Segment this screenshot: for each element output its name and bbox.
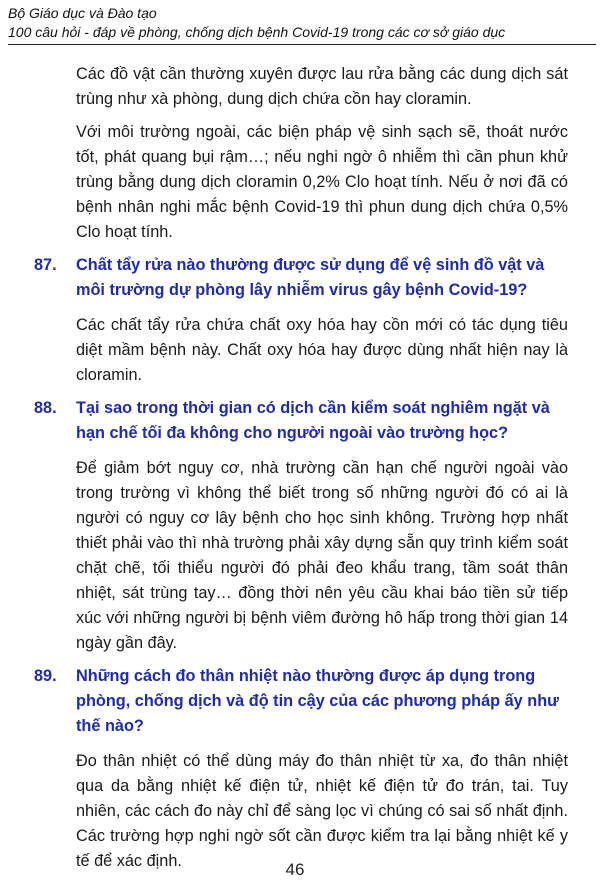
- header-divider: [8, 44, 596, 45]
- page-number: 46: [285, 860, 305, 879]
- question-text: Chất tẩy rửa nào thường được sử dụng để vệ sinh đồ vật và môi trường dự phòng lây nhiễm virus gây bệnh Covid-19?: [76, 256, 545, 299]
- question-87: [34, 253, 572, 303]
- intro-paragraph-1: Các đồ vật cần thường xuyên được lau rửa bằng các dung dịch sát trùng như xà phòng, dung dịch chứa cồn hay cloramin.: [76, 65, 568, 108]
- page-body: [0, 62, 604, 882]
- question-text: Tại sao trong thời gian có dịch cần kiểm soát nghiêm ngặt và hạn chế tối đa không cho người ngoài vào trường học?: [76, 399, 550, 442]
- question-89: [34, 664, 572, 739]
- answer-87: Các chất tẩy rửa chứa chất oxy hóa hay cồn mới có tác dụng tiêu diệt mầm bệnh này. Chất oxy hóa hay được dùng nhất hiện nay là cloramin.: [76, 316, 568, 384]
- question-text: Những cách đo thân nhiệt nào thường được áp dụng trong phòng, chống dịch và độ tin cậy của các phương pháp ấy như thế nào?: [76, 667, 559, 735]
- question-number: 87.: [34, 256, 57, 274]
- header-publisher: Bộ Giáo dục và Đào tạo: [8, 5, 157, 21]
- question-88: [34, 396, 572, 446]
- question-number: 88.: [34, 399, 57, 417]
- answer-89: Đo thân nhiệt có thể dùng máy đo thân nhiệt từ xa, đo thân nhiệt qua da bằng nhiệt kế điện tử, nhiệt kế điện tử đo trán, tai. Tuy nhiên, các cách đo này chỉ để sàng lọc vì chúng có sai số nhất định. Các trường hợp nghi ngờ sốt cần được kiểm tra lại bằng nhiệt kế y tế để xác định.: [76, 752, 568, 870]
- header-document-title: 100 câu hỏi - đáp về phòng, chống dịch bệnh Covid-19 trong các cơ sở giáo dục: [8, 24, 506, 40]
- page-header: [8, 4, 598, 42]
- question-number: 89.: [34, 667, 57, 685]
- intro-paragraph-2: Với môi trường ngoài, các biện pháp vệ sinh sạch sẽ, thoát nước tốt, phát quang bụi rậm…; nếu nghi ngờ ô nhiễm thì cần phun khử trùng bằng dung dịch cloramin 0,2% Clo hoạt tính. Nếu ở nơi đã có bệnh nhân nghi mắc bệnh Covid-19 thì phun dung dịch chứa 0,5% Clo hoạt tính.: [76, 123, 568, 241]
- answer-88: Để giảm bớt nguy cơ, nhà trường cần hạn chế người ngoài vào trong trường vì không thể biết trong số những người đó có ai là người có nguy cơ lây bệnh cho học sinh không. Trường hợp nhất thiết phải vào thì nhà trường phải xây dựng sẵn quy trình kiểm soát chặt chẽ, tối thiểu người đó phải đeo khẩu trang, tầm soát thân nhiệt, sát trùng tay… đồng thời nên yêu cầu khai báo tiền sử tiếp xúc với những người bị bệnh viêm đường hô hấp trong thời gian 14 ngày gần đây.: [76, 459, 568, 652]
